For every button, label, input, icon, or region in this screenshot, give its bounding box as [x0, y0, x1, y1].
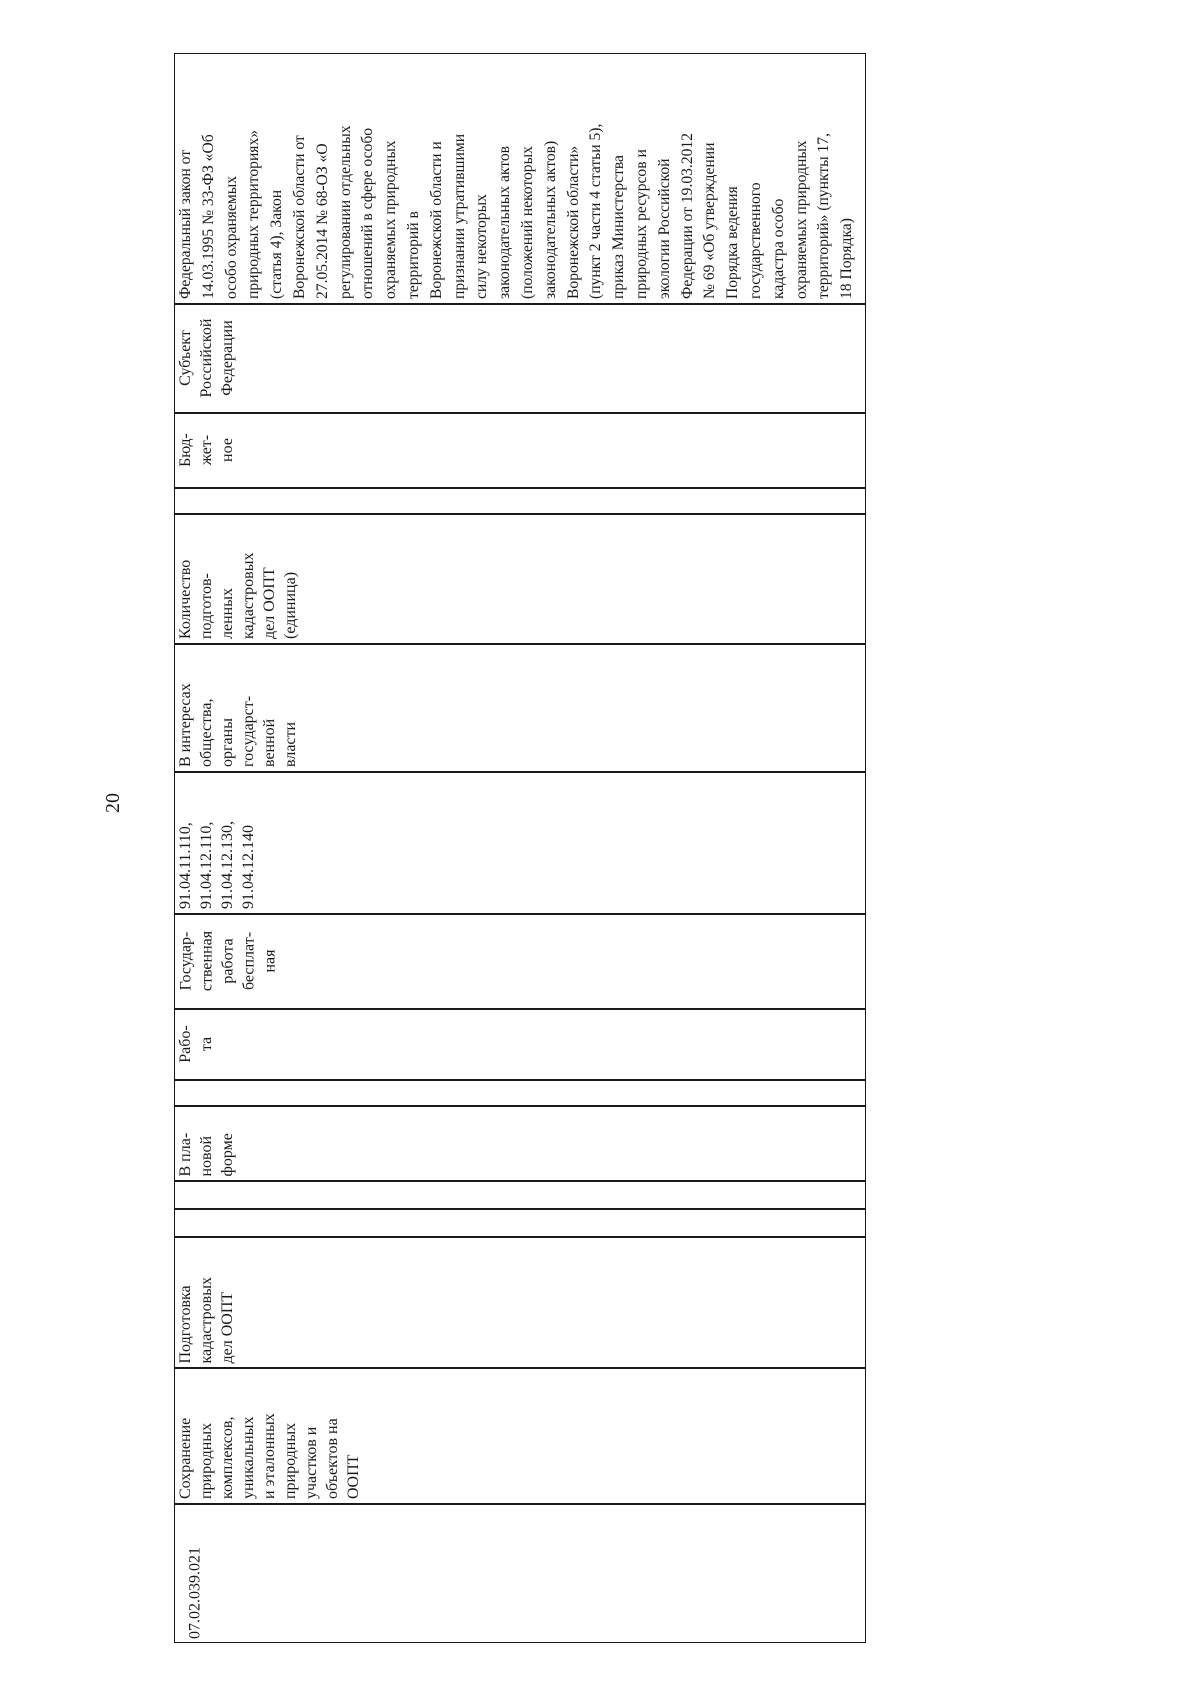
column-divider [174, 412, 866, 414]
authority-text: Субъект Российской Федерации [177, 318, 236, 397]
column-divider [174, 771, 866, 773]
cell-authority [174, 303, 250, 412]
code-text: 07.02.039.021 [186, 1547, 204, 1639]
institution-text: Бюд- жет- ное [177, 432, 236, 467]
page-number: 20 [102, 793, 124, 813]
cell-consumers [174, 643, 314, 771]
cell-paid [174, 913, 289, 1008]
form-text: В пла- новой форме [177, 1132, 236, 1176]
column-divider [174, 1236, 866, 1238]
cell-type [174, 1008, 224, 1079]
cell-legal-basis [174, 53, 866, 303]
cell-work [174, 1236, 254, 1367]
indicator-text: Количество подготов- ленных кадастровых дел ООПТ (единица) [177, 552, 299, 639]
column-divider [174, 303, 866, 305]
column-divider [174, 1008, 866, 1010]
cell-code [174, 1503, 216, 1643]
cell-indicator [174, 513, 314, 643]
consumers-text: В интересах общества, органы государст- венной власти [177, 683, 299, 767]
column-divider [174, 487, 866, 489]
column-divider [174, 1503, 866, 1505]
activity-text: Сохранение природных комплексов, уникальных и эталонных природных участков и объектов на ООПТ [177, 1413, 362, 1499]
work-text: Подготовка кадастровых дел ООПТ [177, 1276, 236, 1363]
cell-form [174, 1105, 244, 1180]
column-divider [174, 1208, 866, 1210]
column-divider [174, 1180, 866, 1182]
column-divider [174, 1079, 866, 1081]
column-divider [174, 1105, 866, 1107]
paid-text: Государ- ственная работа бесплат- ная [177, 930, 278, 991]
type-text: Рабо- та [177, 1024, 215, 1063]
cell-okved [174, 771, 274, 913]
legal-basis-text: Федеральный закон от 14.03.1995 № 33-ФЗ «Об особо охраняемых природных территориях» (статья 4), Закон Воронежской области от 27.05.2014 № 68-ОЗ «О регулировании отдельных отношений в сфере особо охраняемых природных территорий в Воронежской области и признании утратившими силу некоторых законодательных актов (положений некоторых законодательных актов) Воронежской области» (пункт 2 части 4 статьи 5), приказ Министерства природных ресурсов и экологии Российской Федерации от 19.03.2012 № 69 «Об утверждении Порядка ведения государственного кадастра особо охраняемых природных территорий» (пункты 17, 18 Порядка) [177, 123, 856, 299]
cell-activity [174, 1367, 374, 1503]
okved-text: 91.04.11.110, 91.04.12.110, 91.04.12.130, 91.04.12.140 [177, 821, 257, 909]
cell-institution [174, 412, 250, 487]
